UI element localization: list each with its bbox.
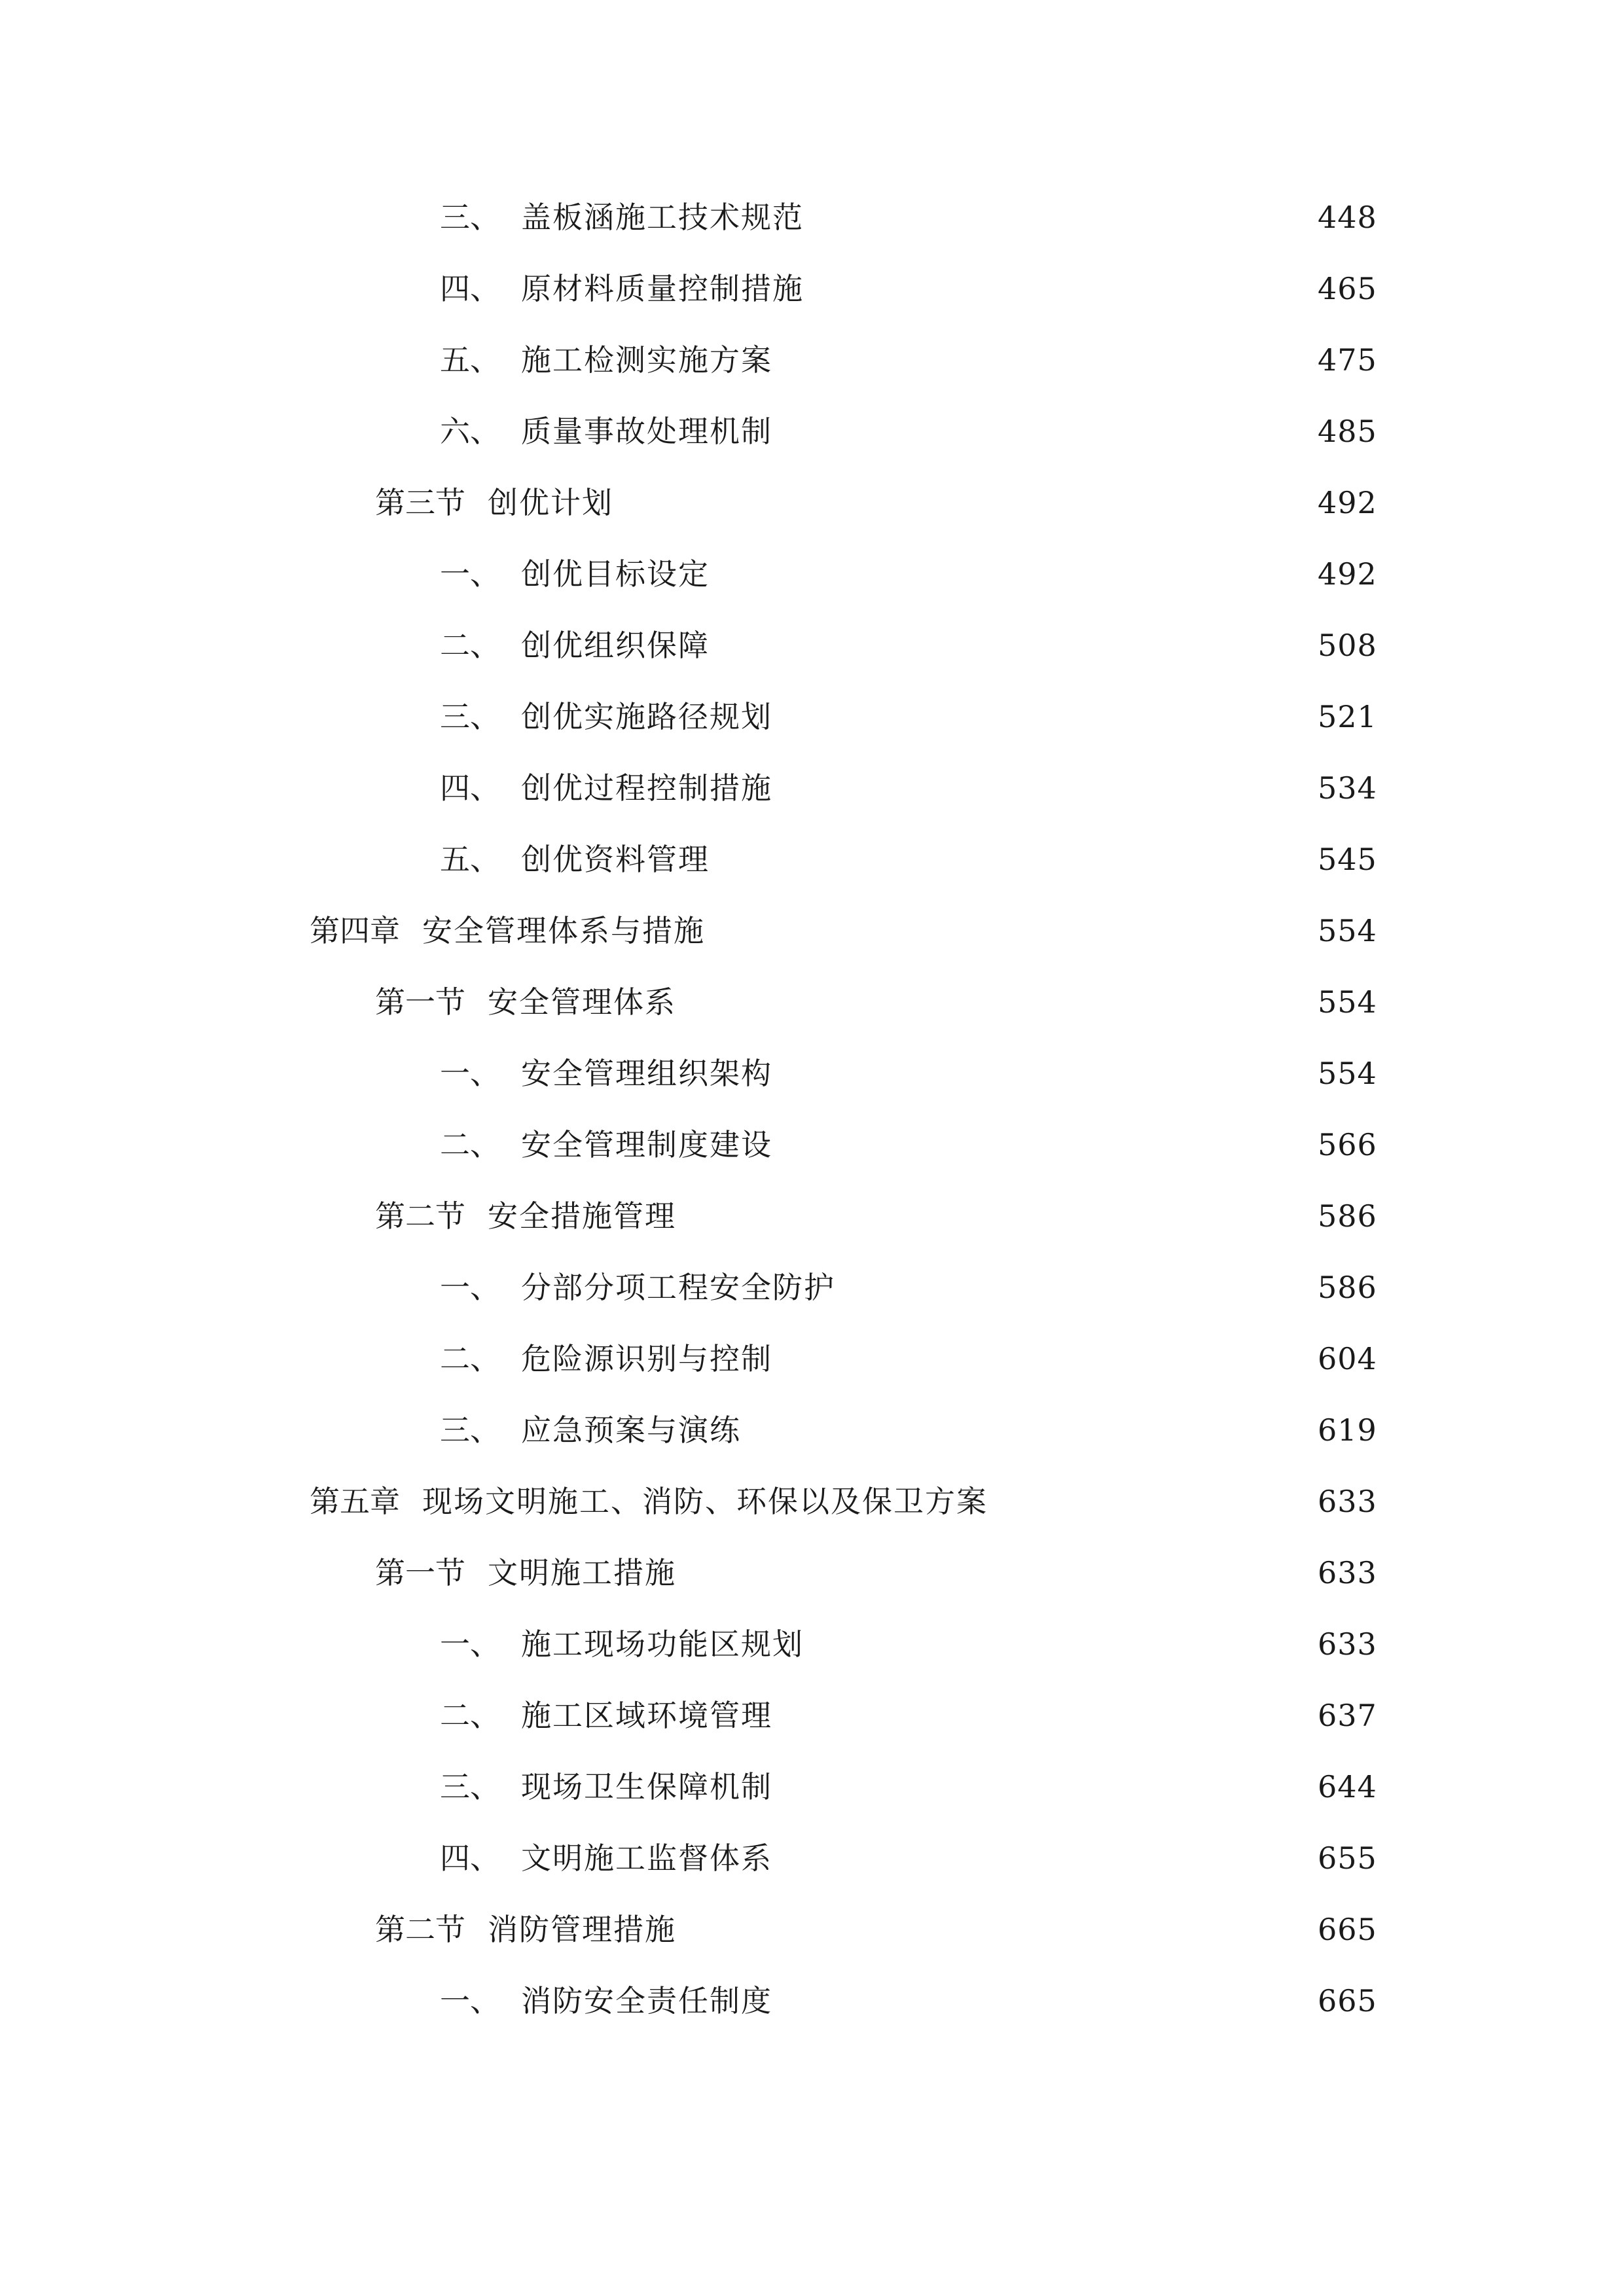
toc-entry-number: 一、 xyxy=(440,1270,500,1305)
toc-entry-page: 586 xyxy=(1318,1198,1377,1234)
toc-entry-number: 三、 xyxy=(440,1412,500,1448)
dot-leader xyxy=(844,1261,1308,1314)
toc-entry-page: 644 xyxy=(1318,1769,1377,1804)
toc-entry-title: 施工检测实施方案 xyxy=(521,342,772,378)
toc-entry-page: 554 xyxy=(1318,1056,1377,1091)
toc-entry-title: 创优计划 xyxy=(488,485,613,520)
toc-entry[interactable] xyxy=(440,1261,1377,1314)
toc-entry-number: 第二节 xyxy=(375,1198,465,1234)
toc-entry-number: 五、 xyxy=(440,342,500,378)
dot-leader xyxy=(685,1903,1308,1956)
toc-entry[interactable] xyxy=(440,1119,1377,1171)
toc-entry-number: 一、 xyxy=(440,556,500,592)
toc-entry-page: 566 xyxy=(1318,1127,1377,1162)
toc-entry-page: 492 xyxy=(1318,485,1377,520)
toc-entry-title: 创优实施路径规划 xyxy=(521,699,772,734)
dot-leader xyxy=(997,1475,1308,1528)
toc-entry-page: 586 xyxy=(1318,1270,1377,1305)
toc-entry-page: 492 xyxy=(1318,556,1377,592)
dot-leader xyxy=(685,1190,1308,1242)
toc-entry-number: 三、 xyxy=(440,1769,500,1804)
dot-leader xyxy=(782,1689,1308,1742)
toc-entry-page: 485 xyxy=(1318,414,1377,449)
toc-entry-title: 危险源识别与控制 xyxy=(521,1341,772,1376)
dot-leader xyxy=(719,619,1308,672)
toc-entry[interactable] xyxy=(375,476,1377,529)
dot-leader xyxy=(719,548,1308,600)
dot-leader xyxy=(782,1119,1308,1171)
toc-entry-page: 655 xyxy=(1318,1840,1377,1876)
toc-entry-number: 三、 xyxy=(440,699,500,734)
toc-entry-title: 消防管理措施 xyxy=(488,1912,676,1947)
toc-entry[interactable] xyxy=(440,1618,1377,1670)
dot-leader xyxy=(813,191,1308,243)
toc-entry-title: 文明施工监督体系 xyxy=(521,1840,772,1876)
toc-entry[interactable] xyxy=(440,548,1377,600)
toc-entry-number: 第一节 xyxy=(375,984,465,1020)
toc-entry-title: 施工现场功能区规划 xyxy=(521,1626,804,1662)
toc-entry-number: 一、 xyxy=(440,1983,500,2018)
toc-entry[interactable] xyxy=(440,334,1377,386)
toc-entry-number: 第四章 xyxy=(310,913,400,948)
toc-entry-number: 一、 xyxy=(440,1056,500,1091)
toc-entry-page: 521 xyxy=(1318,699,1377,734)
toc-entry[interactable] xyxy=(440,1832,1377,1884)
dot-leader xyxy=(782,334,1308,386)
toc-entry[interactable] xyxy=(375,1903,1377,1956)
dot-leader xyxy=(685,976,1308,1028)
dot-leader xyxy=(714,905,1308,957)
toc-entry[interactable] xyxy=(440,1333,1377,1385)
toc-entry[interactable] xyxy=(440,762,1377,814)
toc-entry-number: 二、 xyxy=(440,1341,500,1376)
toc-entry-page: 508 xyxy=(1318,628,1377,663)
dot-leader xyxy=(782,405,1308,457)
toc-entry-title: 安全管理体系与措施 xyxy=(422,913,705,948)
toc-entry-title: 应急预案与演练 xyxy=(521,1412,741,1448)
toc-entry-number: 二、 xyxy=(440,628,500,663)
toc-entry-title: 创优过程控制措施 xyxy=(521,770,772,806)
toc-entry-number: 四、 xyxy=(440,271,500,306)
toc-entry[interactable] xyxy=(375,976,1377,1028)
toc-entry-title: 现场卫生保障机制 xyxy=(521,1769,772,1804)
toc-entry-title: 安全管理组织架构 xyxy=(521,1056,772,1091)
toc-entry-page: 554 xyxy=(1318,984,1377,1020)
toc-entry-page: 534 xyxy=(1318,770,1377,806)
toc-entry[interactable] xyxy=(440,691,1377,743)
toc-entry-page: 665 xyxy=(1318,1983,1377,2018)
toc-entry-title: 质量事故处理机制 xyxy=(521,414,772,449)
dot-leader xyxy=(623,476,1308,529)
dot-leader xyxy=(782,1333,1308,1385)
dot-leader xyxy=(782,1975,1308,2027)
toc-entry[interactable] xyxy=(440,833,1377,886)
toc-entry-title: 创优资料管理 xyxy=(521,842,710,877)
toc-entry[interactable] xyxy=(440,1761,1377,1813)
toc-entry-page: 465 xyxy=(1318,271,1377,306)
toc-entry[interactable] xyxy=(440,191,1377,243)
toc-entry-title: 现场文明施工、消防、环保以及保卫方案 xyxy=(422,1484,988,1519)
toc-entry-title: 文明施工措施 xyxy=(488,1555,676,1590)
dot-leader xyxy=(750,1404,1308,1456)
toc-entry-title: 安全措施管理 xyxy=(488,1198,676,1234)
toc-entry-number: 六、 xyxy=(440,414,500,449)
toc-entry-title: 施工区域环境管理 xyxy=(521,1698,772,1733)
dot-leader xyxy=(782,1047,1308,1100)
dot-leader xyxy=(782,1832,1308,1884)
toc-entry[interactable] xyxy=(440,262,1377,315)
toc-entry-page: 545 xyxy=(1318,842,1377,877)
toc-entry-title: 消防安全责任制度 xyxy=(521,1983,772,2018)
toc-entry-title: 盖板涵施工技术规范 xyxy=(521,200,804,235)
toc-entry-title: 创优组织保障 xyxy=(521,628,710,663)
toc-entry-page: 448 xyxy=(1318,200,1377,235)
toc-entry-number: 二、 xyxy=(440,1127,500,1162)
toc-entry-number: 四、 xyxy=(440,1840,500,1876)
toc-entry-page: 554 xyxy=(1318,913,1377,948)
toc-entry-number: 二、 xyxy=(440,1698,500,1733)
toc-entry-number: 第三节 xyxy=(375,485,465,520)
toc-entry-number: 第二节 xyxy=(375,1912,465,1947)
toc-entry-page: 475 xyxy=(1318,342,1377,378)
dot-leader xyxy=(782,1761,1308,1813)
toc-entry-page: 665 xyxy=(1318,1912,1377,1947)
toc-entry-title: 原材料质量控制措施 xyxy=(521,271,804,306)
toc-entry[interactable] xyxy=(310,905,1377,957)
dot-leader xyxy=(782,691,1308,743)
toc-entry-title: 创优目标设定 xyxy=(521,556,710,592)
toc-entry-title: 分部分项工程安全防护 xyxy=(521,1270,835,1305)
toc-entry-number: 五、 xyxy=(440,842,500,877)
dot-leader xyxy=(719,833,1308,886)
toc-entry-page: 604 xyxy=(1318,1341,1377,1376)
toc-entry[interactable] xyxy=(375,1547,1377,1599)
toc-entry-page: 633 xyxy=(1318,1484,1377,1519)
toc-entry-page: 619 xyxy=(1318,1412,1377,1448)
dot-leader xyxy=(685,1547,1308,1599)
toc-entry[interactable] xyxy=(375,1190,1377,1242)
toc-entry-page: 637 xyxy=(1318,1698,1377,1733)
toc-entry-title: 安全管理体系 xyxy=(488,984,676,1020)
toc-entry[interactable] xyxy=(440,1047,1377,1100)
dot-leader xyxy=(813,1618,1308,1670)
toc-entry-number: 三、 xyxy=(440,200,500,235)
toc-entry-page: 633 xyxy=(1318,1626,1377,1662)
toc-entry[interactable] xyxy=(310,1475,1377,1528)
toc-entry[interactable] xyxy=(440,1975,1377,2027)
toc-entry-number: 第一节 xyxy=(375,1555,465,1590)
toc-entry[interactable] xyxy=(440,1404,1377,1456)
dot-leader xyxy=(782,762,1308,814)
toc-entry-title: 安全管理制度建设 xyxy=(521,1127,772,1162)
toc-entry-page: 633 xyxy=(1318,1555,1377,1590)
toc-entry[interactable] xyxy=(440,1689,1377,1742)
toc-entry-number: 第五章 xyxy=(310,1484,400,1519)
dot-leader xyxy=(813,262,1308,315)
toc-entry-number: 四、 xyxy=(440,770,500,806)
toc-entry[interactable] xyxy=(440,619,1377,672)
toc-entry-number: 一、 xyxy=(440,1626,500,1662)
toc-entry[interactable] xyxy=(440,405,1377,457)
